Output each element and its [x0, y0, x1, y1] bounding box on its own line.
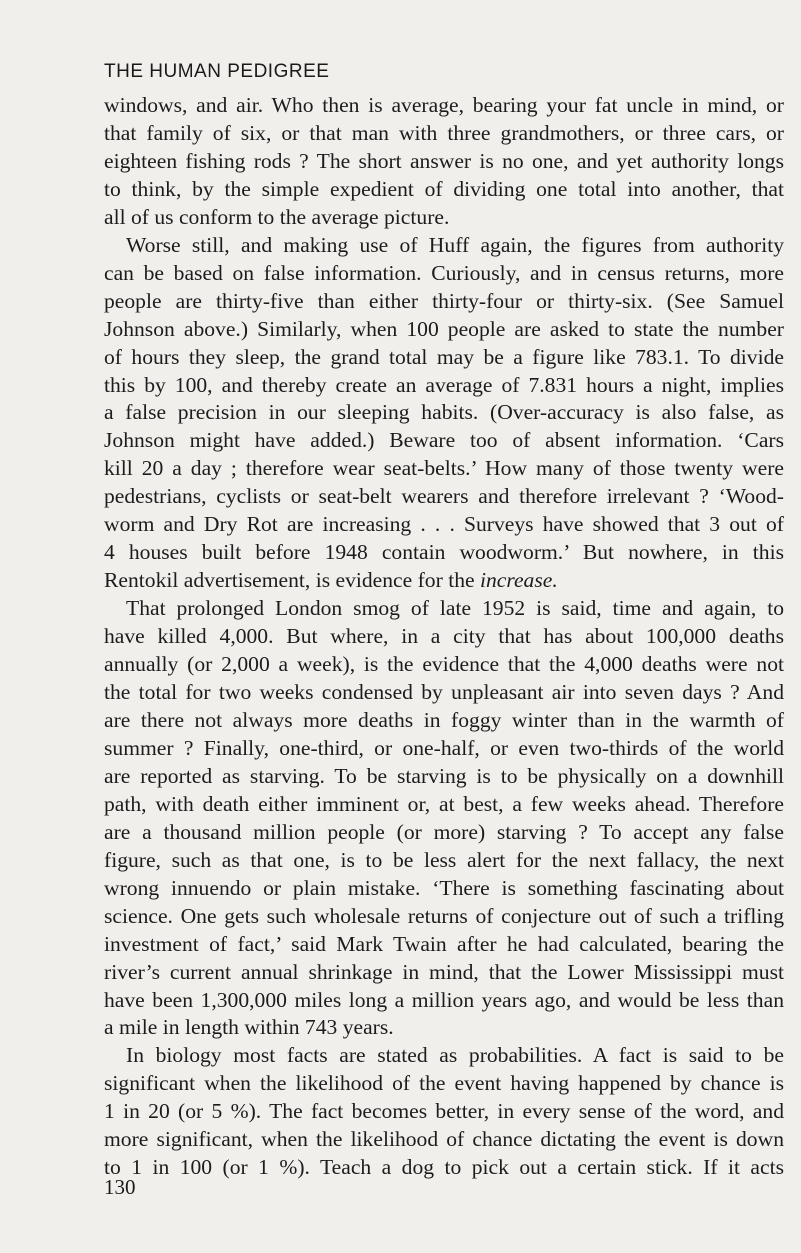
text-line — [104, 847, 784, 875]
text-line-content: of hours they sleep, the grand total may be a figure like 783.1. To divide — [104, 344, 784, 369]
text-line-content: have been 1,300,000 miles long a million years ago, and would be less than — [104, 987, 784, 1012]
text-line-content: eighteen fishing rods ? The short answer is no one, and yet authority longs — [104, 148, 784, 173]
text-line — [104, 232, 784, 260]
text-line — [104, 791, 784, 819]
text-line — [104, 595, 784, 623]
emphasis-word: increase. — [479, 568, 558, 593]
text-line-content: the total for two weeks condensed by unpleasant air into seven days ? And — [104, 680, 784, 705]
text-line — [104, 1154, 784, 1182]
text-line-content: Johnson might have added.) Beware too of absent information. ‘Cars — [104, 428, 784, 453]
text-line — [104, 399, 784, 427]
text-line-content: kill 20 a day ; therefore wear seat-belts.’ How many of those twenty were — [104, 456, 784, 481]
text-line-content: Worse still, and making use of Huff again, the figures from authority — [126, 232, 784, 257]
text-line — [104, 903, 784, 931]
text-line-content: significant when the likelihood of the event having happened by chance is — [104, 1071, 784, 1096]
text-line — [104, 875, 784, 903]
text-line — [104, 316, 784, 344]
text-line-content: can be based on false information. Curiously, and in census returns, more — [104, 260, 784, 285]
text-line-content: 4 houses built before 1948 contain woodworm.’ But nowhere, in this — [104, 540, 784, 565]
text-line — [104, 511, 784, 539]
text-line-content: annually (or 2,000 a week), is the evidence that the 4,000 deaths were not — [104, 652, 784, 677]
text-line-content: Johnson above.) Similarly, when 100 people are asked to state the number — [104, 316, 784, 341]
text-line — [104, 1014, 784, 1042]
text-line-content: river’s current annual shrinkage in mind, that the Lower Mississippi must — [104, 959, 784, 984]
body-text — [104, 92, 784, 1182]
text-line — [104, 651, 784, 679]
text-line — [104, 707, 784, 735]
text-line-content: wrong innuendo or plain mistake. ‘There is something fascinating about — [104, 875, 784, 900]
text-line-content: all of us conform to the average picture. — [104, 204, 450, 229]
text-line — [104, 176, 784, 204]
text-line-content: investment of fact,’ said Mark Twain after he had calculated, bearing the — [104, 931, 784, 956]
text-line-content: summer ? Finally, one-third, or one-half, or even two-thirds of the world — [104, 735, 784, 760]
text-line-content: In biology most facts are stated as probabilities. A fact is said to be — [126, 1043, 784, 1068]
text-line-content: path, with death either imminent or, at best, a few weeks ahead. Therefore — [104, 791, 784, 816]
text-line — [104, 120, 784, 148]
text-line — [104, 735, 784, 763]
text-line-content: figure, such as that one, is to be less alert for the next fallacy, the next — [104, 847, 784, 872]
text-line — [104, 455, 784, 483]
text-line-content: Rentokil advertisement, is evidence for the — [104, 568, 480, 593]
text-line-content: pedestrians, cyclists or seat-belt wearers and therefore irrelevant ? ‘Wood- — [104, 484, 784, 509]
text-line-content: are a thousand million people (or more) starving ? To accept any false — [104, 819, 784, 844]
text-line-content: a false precision in our sleeping habits. (Over-accuracy is also false, as — [104, 400, 784, 425]
text-line-content: windows, and air. Who then is average, bearing your fat uncle in mind, or — [104, 93, 784, 117]
text-line-content: this by 100, and thereby create an average of 7.831 hours a night, implies — [104, 372, 784, 397]
text-line-content: that family of six, or that man with three grandmothers, or three cars, or — [104, 120, 784, 145]
text-line-content: science. One gets such wholesale returns of conjecture out of such a trifling — [104, 903, 784, 928]
text-line — [104, 483, 784, 511]
text-line-content: are reported as starving. To be starving is to be physically on a downhill — [104, 763, 784, 788]
text-line — [104, 204, 784, 232]
text-line — [104, 539, 784, 567]
text-line — [104, 260, 784, 288]
text-line — [104, 931, 784, 959]
text-line — [104, 427, 784, 455]
running-head: THE HUMAN PEDIGREE — [104, 61, 330, 82]
text-line — [104, 372, 784, 400]
text-line-content: have killed 4,000. But where, in a city that has about 100,000 deaths — [104, 624, 784, 649]
text-line — [104, 819, 784, 847]
text-line-content: people are thirty-five than either thirty-four or thirty-six. (See Samuel — [104, 288, 784, 313]
text-line — [104, 987, 784, 1015]
text-line — [104, 92, 784, 120]
text-line-content: to think, by the simple expedient of dividing one total into another, that — [104, 176, 784, 201]
text-line — [104, 567, 784, 595]
text-line-content: more significant, when the likelihood of chance dictating the event is down — [104, 1127, 784, 1152]
page-number: 130 — [104, 1175, 136, 1199]
text-line — [104, 344, 784, 372]
text-line — [104, 1126, 784, 1154]
text-line — [104, 1042, 784, 1070]
text-line-content: to 1 in 100 (or 1 %). Teach a dog to pick out a certain stick. If it acts — [104, 1155, 784, 1180]
text-line — [104, 959, 784, 987]
text-line-content: are there not always more deaths in foggy winter than in the warmth of — [104, 707, 784, 732]
text-line — [104, 288, 784, 316]
text-line-content: 1 in 20 (or 5 %). The fact becomes better, in every sense of the word, and — [104, 1099, 784, 1124]
text-line — [104, 1070, 784, 1098]
text-line-content: worm and Dry Rot are increasing . . . Surveys have showed that 3 out of — [104, 512, 784, 537]
text-line — [104, 1098, 784, 1126]
text-line — [104, 763, 784, 791]
text-line — [104, 623, 784, 651]
text-line — [104, 148, 784, 176]
text-line-content: a mile in length within 743 years. — [104, 1015, 394, 1040]
text-line-content: That prolonged London smog of late 1952 is said, time and again, to — [126, 596, 784, 621]
text-line — [104, 679, 784, 707]
